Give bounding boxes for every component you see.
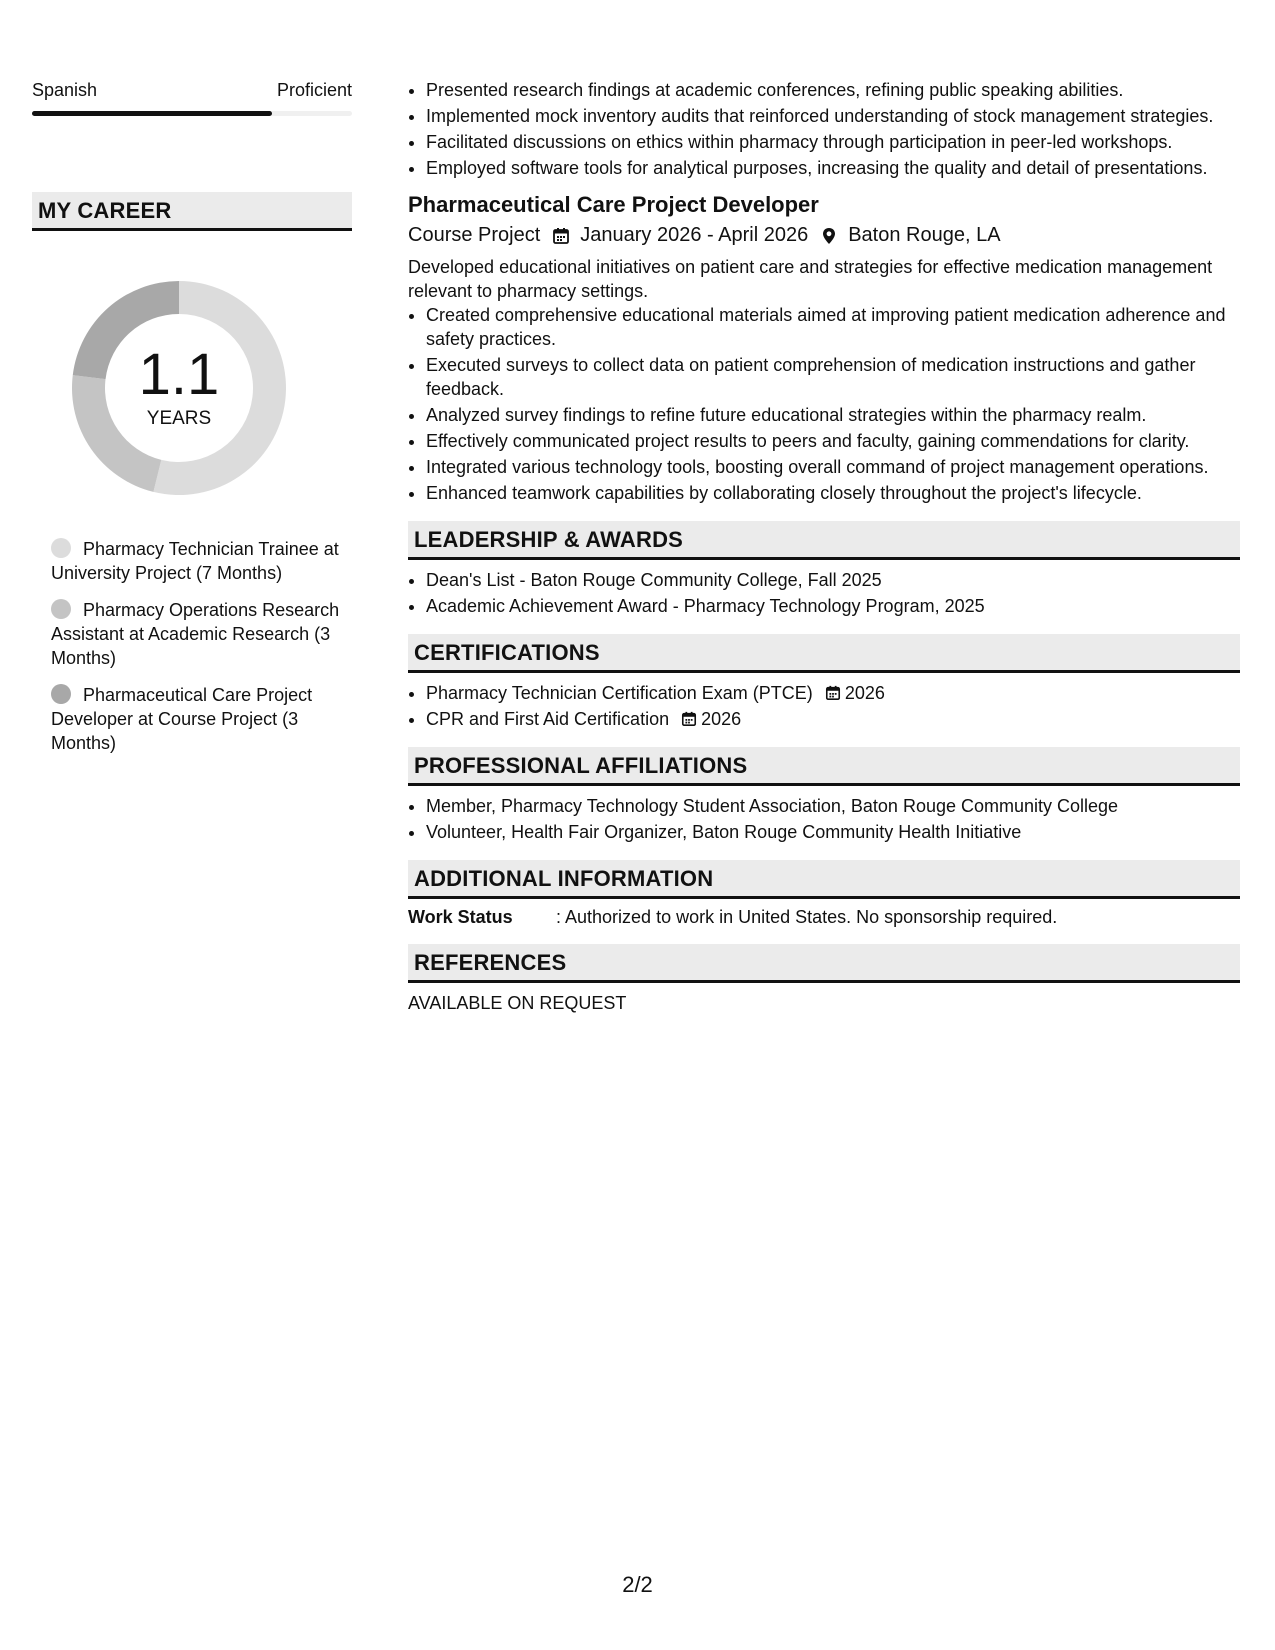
legend-dot xyxy=(51,684,71,704)
legend-dot xyxy=(51,599,71,619)
certifications-heading: CERTIFICATIONS xyxy=(408,634,1240,673)
previous-job-bullet: • Presented research findings at academic conferences, refining public speaking abilities. xyxy=(426,78,1240,102)
previous-job-bullet: • Employed software tools for analytical purposes, increasing the quality and detail of presentations. xyxy=(426,156,1240,180)
certifications-list xyxy=(408,681,1240,731)
references-heading: REFERENCES xyxy=(408,944,1240,983)
certification-item xyxy=(426,681,1240,705)
work-status-value: : Authorized to work in United States. No sponsorship required. xyxy=(556,907,1058,927)
career-total-number: 1.1 xyxy=(138,342,220,407)
leadership-item: • Academic Achievement Award - Pharmacy Technology Program, 2025 xyxy=(426,594,1240,618)
leadership-item: • Dean's List - Baton Rouge Community College, Fall 2025 xyxy=(426,568,1240,592)
leadership-section xyxy=(408,521,1240,618)
page-number: 2/2 xyxy=(622,1572,653,1597)
main-content xyxy=(408,78,1240,1014)
language-name: Spanish xyxy=(32,80,98,100)
legend-label: Pharmacy Operations Research Assistant at Academic Research (3 Months) xyxy=(51,600,340,668)
calendar-icon xyxy=(681,711,697,727)
job-bullet: • Integrated various technology tools, boosting overall command of project management operations. xyxy=(426,455,1240,479)
references-text: AVAILABLE ON REQUEST xyxy=(408,993,627,1013)
additional-heading: ADDITIONAL INFORMATION xyxy=(408,860,1240,899)
legend-label: Pharmacy Technician Trainee at University Project (7 Months) xyxy=(51,539,339,583)
work-status-label: Work Status xyxy=(408,907,513,927)
previous-job-bullets xyxy=(408,78,1240,180)
language-proficiency-fill xyxy=(32,111,272,116)
calendar-icon xyxy=(825,685,841,701)
career-legend xyxy=(32,537,352,755)
job-location: Baton Rouge, LA xyxy=(848,224,1001,246)
job-bullet: • Effectively communicated project results to peers and faculty, gaining commendations for clarity. xyxy=(426,429,1240,453)
work-status-row xyxy=(408,907,1240,928)
career-legend-item xyxy=(51,683,352,755)
additional-section xyxy=(408,860,1240,928)
certification-name: CPR and First Aid Certification xyxy=(426,709,670,729)
previous-job-bullet: • Implemented mock inventory audits that reinforced understanding of stock management strategies. xyxy=(426,104,1240,128)
certification-year: 2026 xyxy=(701,709,742,729)
career-legend-item xyxy=(51,537,352,585)
job-meta xyxy=(408,224,1240,247)
affiliation-item: • Member, Pharmacy Technology Student Association, Baton Rouge Community College xyxy=(426,794,1240,818)
job-description: Developed educational initiatives on patient care and strategies for effective medication management relevant to pharmacy settings. xyxy=(408,257,1213,301)
job-title: Pharmaceutical Care Project Developer xyxy=(408,192,819,217)
job-dates: January 2026 - April 2026 xyxy=(580,224,809,246)
job-company: Course Project xyxy=(408,224,541,246)
job-bullet: • Created comprehensive educational materials aimed at improving patient medication adherence and safety practices. xyxy=(426,303,1240,351)
certification-name: Pharmacy Technician Certification Exam (PTCE) xyxy=(426,683,813,703)
certification-year: 2026 xyxy=(844,683,885,703)
job-bullets xyxy=(408,303,1240,505)
legend-dot xyxy=(51,538,71,558)
calendar-icon xyxy=(552,227,570,245)
career-heading: MY CAREER xyxy=(32,192,352,231)
language-proficiency-bar xyxy=(32,111,352,116)
job-bullet: • Analyzed survey findings to refine future educational strategies within the pharmacy realm. xyxy=(426,403,1240,427)
affiliations-heading: PROFESSIONAL AFFILIATIONS xyxy=(408,747,1240,786)
legend-label: Pharmaceutical Care Project Developer at Course Project (3 Months) xyxy=(51,685,313,753)
job-bullet: • Enhanced teamwork capabilities by collaborating closely throughout the project's lifecycle. xyxy=(426,481,1240,505)
certification-item xyxy=(426,707,1240,731)
career-total-unit: YEARS xyxy=(146,408,212,429)
career-total xyxy=(64,273,294,503)
language-row xyxy=(32,80,352,101)
leadership-list xyxy=(408,568,1240,618)
sidebar xyxy=(32,80,352,768)
affiliation-item: • Volunteer, Health Fair Organizer, Baton Rouge Community Health Initiative xyxy=(426,820,1240,844)
certifications-section xyxy=(408,634,1240,731)
references-section xyxy=(408,944,1240,1014)
career-donut-chart xyxy=(64,273,294,503)
affiliations-section xyxy=(408,747,1240,844)
job-bullet: • Executed surveys to collect data on patient comprehension of medication instructions and gather feedback. xyxy=(426,353,1240,401)
affiliations-list xyxy=(408,794,1240,844)
location-pin-icon xyxy=(820,227,838,245)
career-legend-item xyxy=(51,598,352,670)
previous-job-bullet: • Facilitated discussions on ethics within pharmacy through participation in peer-led workshops. xyxy=(426,130,1240,154)
language-level: Proficient xyxy=(276,80,352,100)
leadership-heading: LEADERSHIP & AWARDS xyxy=(408,521,1240,560)
